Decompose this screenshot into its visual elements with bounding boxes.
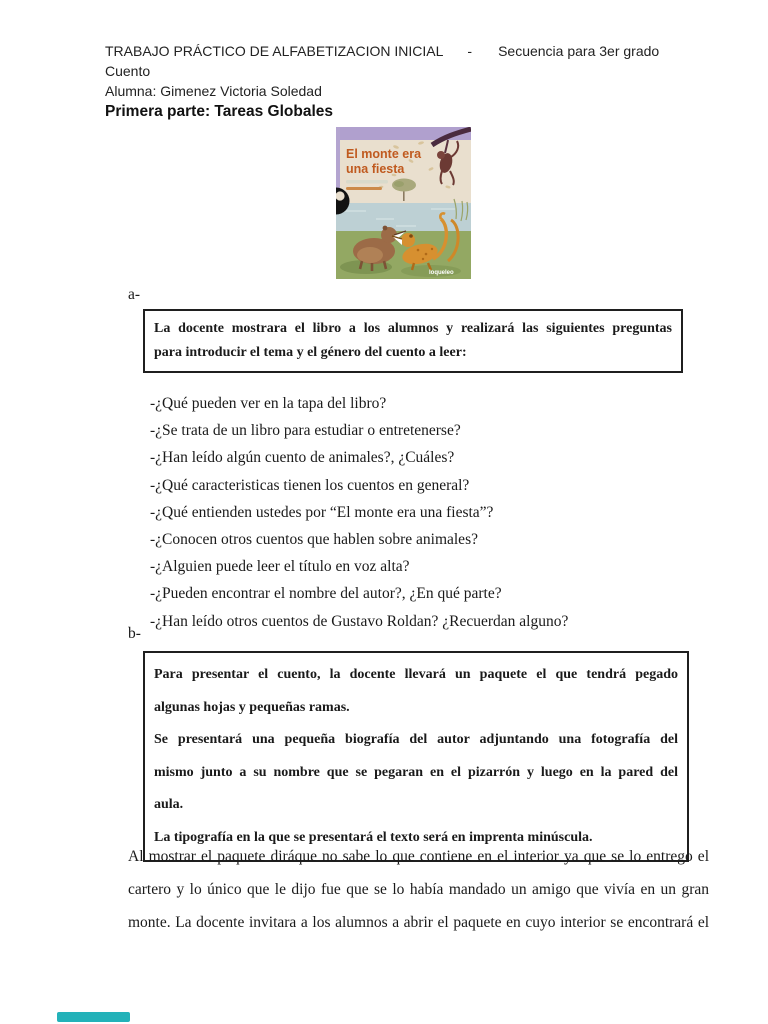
closing-paragraph bbox=[128, 840, 709, 939]
question-item: -¿Se trata de un libro para estudiar o entretenerse? bbox=[150, 422, 461, 440]
box-b-line: La tipografía en la que se presentará el texto será en imprenta minúscula. bbox=[154, 829, 593, 845]
question-item: -¿Pueden encontrar el nombre del autor?, ¿En qué parte? bbox=[150, 585, 502, 603]
question-item: -¿Qué entienden ustedes por “El monte era una fiesta”? bbox=[150, 503, 494, 521]
doc-title: TRABAJO PRÁCTICO DE ALFABETIZACION INICIAL bbox=[105, 43, 444, 59]
box-a-line: La docente mostrara el libro a los alumnos y realizará las siguientes preguntas bbox=[154, 321, 672, 336]
instructions-box-a bbox=[143, 309, 683, 373]
section-heading: Primera parte: Tareas Globales bbox=[105, 103, 334, 120]
doc-type: Cuento bbox=[105, 63, 151, 79]
box-b-line: algunas hojas y pequeñas ramas. bbox=[154, 699, 350, 715]
question-item: -¿Han leído otros cuentos de Gustavo Roldan? ¿Recuerdan alguno? bbox=[150, 612, 569, 630]
closing-line: monte. La docente invitara a los alumnos a abrir el paquete en cuyo interior se encontrará el bbox=[128, 914, 709, 931]
box-b-line: Se presentará una pequeña biografía del autor adjuntando una fotografía del bbox=[154, 732, 678, 747]
student-name: Alumna: Gimenez Victoria Soledad bbox=[105, 83, 322, 99]
closing-line: Al mostrar el paquete diráque no sabe lo que contiene en el interior ya que se lo entrego el bbox=[128, 848, 709, 865]
box-b-line: Para presentar el cuento, la docente llevará un paquete el que tendrá pegado bbox=[154, 667, 678, 682]
publisher-logo: loqueleo bbox=[429, 270, 454, 276]
cover-title-line2: una fiesta bbox=[346, 162, 405, 176]
cover-illustrator-line bbox=[346, 187, 382, 190]
page-indicator-bar bbox=[57, 1012, 130, 1022]
doc-subtitle: Secuencia para 3er grado bbox=[498, 43, 660, 59]
cover-water bbox=[336, 203, 471, 232]
cover-author-line bbox=[346, 180, 388, 184]
book-cover-image bbox=[336, 127, 471, 279]
box-a-line: para introducir el tema y el género del cuento a leer: bbox=[154, 345, 467, 360]
question-item: -¿Alguien puede leer el título en voz alta? bbox=[150, 558, 410, 576]
instructions-box-b bbox=[143, 651, 689, 862]
question-item: -¿Han leído algún cuento de animales?, ¿Cuáles? bbox=[150, 449, 455, 467]
closing-line: cartero y lo único que le dijo fue que se lo había mandado un amigo que vivía en un gran bbox=[128, 881, 709, 898]
question-item: -¿Qué pueden ver en la tapa del libro? bbox=[150, 395, 387, 412]
question-item: -¿Conocen otros cuentos que hablen sobre animales? bbox=[150, 531, 478, 549]
document-header bbox=[105, 41, 659, 122]
box-b-line: aula. bbox=[154, 797, 184, 812]
section-b-label: b- bbox=[128, 625, 141, 642]
cover-title-line1: El monte era bbox=[346, 147, 422, 161]
section-a-label: a- bbox=[128, 286, 141, 303]
box-b-line: mismo junto a su nombre que se pegaran en el pizarrón y luego en la pared del bbox=[154, 764, 678, 780]
title-separator: - bbox=[467, 43, 473, 59]
header-line-1 bbox=[105, 41, 659, 61]
questions-list bbox=[150, 390, 690, 635]
question-item: -¿Qué caracteristicas tienen los cuentos en general? bbox=[150, 476, 470, 494]
